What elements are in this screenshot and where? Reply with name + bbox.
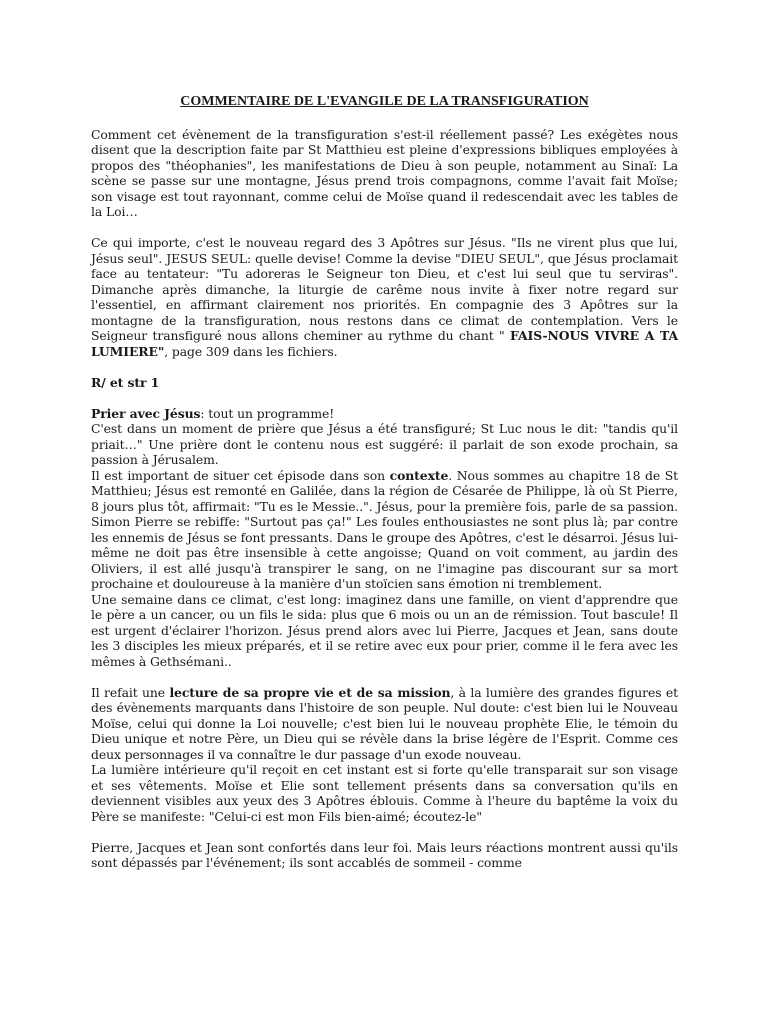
paragraph-gap bbox=[91, 359, 678, 375]
paragraph-3-text: : tout un programme! bbox=[200, 405, 335, 421]
keyword-contexte: contexte bbox=[389, 467, 449, 483]
paragraph-gap bbox=[91, 824, 678, 840]
paragraph-gap bbox=[91, 220, 678, 236]
paragraph-7-text: Il refait une bbox=[91, 684, 170, 700]
song-title: FAIS-NOUS VIVRE A TA LUMIERE" bbox=[91, 328, 678, 359]
paragraph-5-text: Il est important de situer cet épisode dans son bbox=[91, 467, 390, 483]
document-page bbox=[91, 94, 678, 871]
paragraph-6: Une semaine dans ce climat, c'est long: imaginez dans une famille, on vient d'apprendre que le père a un cancer, ou un fils le sida: plus que 6 mois ou un an de rémission. Tout bascule! Il est urgent d'éclairer l'horizon. Jésus prend alors avec lui Pierre, Jacques et Jean, sans doute les 3 disciples les mieux préparés, et il se retire avec eux pour prier, comme il le fera avec les mêmes à Gethsémani.. bbox=[91, 591, 678, 669]
paragraph-2-end: , page 309 dans les fichiers. bbox=[164, 343, 338, 359]
paragraph-gap bbox=[91, 390, 678, 406]
paragraph-5-end: . Nous sommes au chapitre 18 de St Matthieu; Jésus est remonté en Galilée, dans la région de Césarée de Philippe, là où St Pierre, 8 jours plus tôt, affirmait: "Tu es le Messie..". Jésus, pour la première fois, parle de sa passion. Simon Pierre se rebiffe: "Surtout pas ça!" Les foules enthousiastes ne sont plus là; par contre les ennemis de Jésus se font pressants. Dans le groupe des Apôtres, c'est le désarroi. Jésus lui-même ne doit pas être insensible à cette angoisse; Quand on voit comment, au jardin des Oliviers, il est allé jusqu'à transpirer le sang, on ne l'imagine pas discourant sur sa mort prochaine et douloureuse à la manière d'un stoïcien sans émotion ni tremblement. bbox=[91, 467, 678, 591]
keyword-lecture: lecture de sa propre vie et de sa mission bbox=[169, 684, 451, 700]
paragraph-8: La lumière intérieure qu'il reçoit en cet instant est si forte qu'elle transparait sur son visage et ses vêtements. Moïse et Elie sont tellement présents dans sa conversation qu'ils en deviennent visibles aux yeux des 3 Apôtres éblouis. Comme à l'heure du baptême la voix du Père se manifeste: "Celui-ci est mon Fils bien-aimé; écoutez-le" bbox=[91, 762, 678, 824]
paragraph-7 bbox=[91, 685, 678, 763]
section-lead-prier: Prier avec Jésus bbox=[91, 405, 201, 421]
paragraph-2 bbox=[91, 235, 678, 359]
paragraph-9: Pierre, Jacques et Jean sont confortés dans leur foi. Mais leurs réactions montrent aussi qu'ils sont dépassés par l'événement; ils sont accablés de sommeil - comme bbox=[91, 839, 678, 870]
paragraph-4: C'est dans un moment de prière que Jésus a été transfiguré; St Luc nous le dit: "tandis qu'il priait…" Une prière dont le contenu nous est suggéré: il parlait de son exode prochain, sa passion à Jérusalem. bbox=[91, 421, 678, 467]
refrain-heading: R/ et str 1 bbox=[91, 374, 160, 390]
paragraph-3 bbox=[91, 406, 678, 422]
paragraph-5 bbox=[91, 468, 678, 592]
document-title: COMMENTAIRE DE L'EVANGILE DE LA TRANSFIGURATION bbox=[180, 94, 589, 109]
paragraph-gap bbox=[91, 669, 678, 685]
paragraph-2-text: Ce qui importe, c'est le nouveau regard des 3 Apôtres sur Jésus. "Ils ne virent plus que lui, Jésus seul". JESUS SEUL: quelle devise! Comme la devise "DIEU SEUL", que Jésus proclamait face au tentateur: "Tu adoreras le Seigneur ton Dieu, et c'est lui seul que tu serviras". Dimanche après dimanche, la liturgie de carême nous invite à fixer notre regard sur l'essentiel, en affirmant clairement nos priorités. En compagnie des 3 Apôtres sur la montagne de la transfiguration, nous restons dans ce climat de contemplation. Vers le Seigneur transfiguré nous allons cheminer au rythme du chant " bbox=[91, 235, 678, 343]
paragraph-1: Comment cet évènement de la transfiguration s'est-il réellement passé? Les exégètes nous disent que la description faite par St Matthieu est pleine d'expressions bibliques employées à propos des "théophanies", les manifestations de Dieu à son peuple, notamment au Sinaï: La scène se passe sur une montagne, Jésus prend trois compagnons, comme l'avait fait Moïse; son visage est tout rayonnant, comme celui de Moïse quand il redescendait avec les tables de la Loi… bbox=[91, 126, 678, 219]
paragraph-7-end: , à la lumière des grandes figures et des évènements marquants dans l'histoire de son peuple. Nul doute: c'est bien lui le Nouveau Moïse, celui qui donne la Loi nouvelle; c'est bien lui le nouveau prophète Elie, le témoin du Dieu unique et notre Père, un Dieu qui se révèle dans la brise légère de l'Esprit. Comme ces deux personnages il va connaître le dur passage d'un exode nouveau. bbox=[91, 684, 678, 762]
